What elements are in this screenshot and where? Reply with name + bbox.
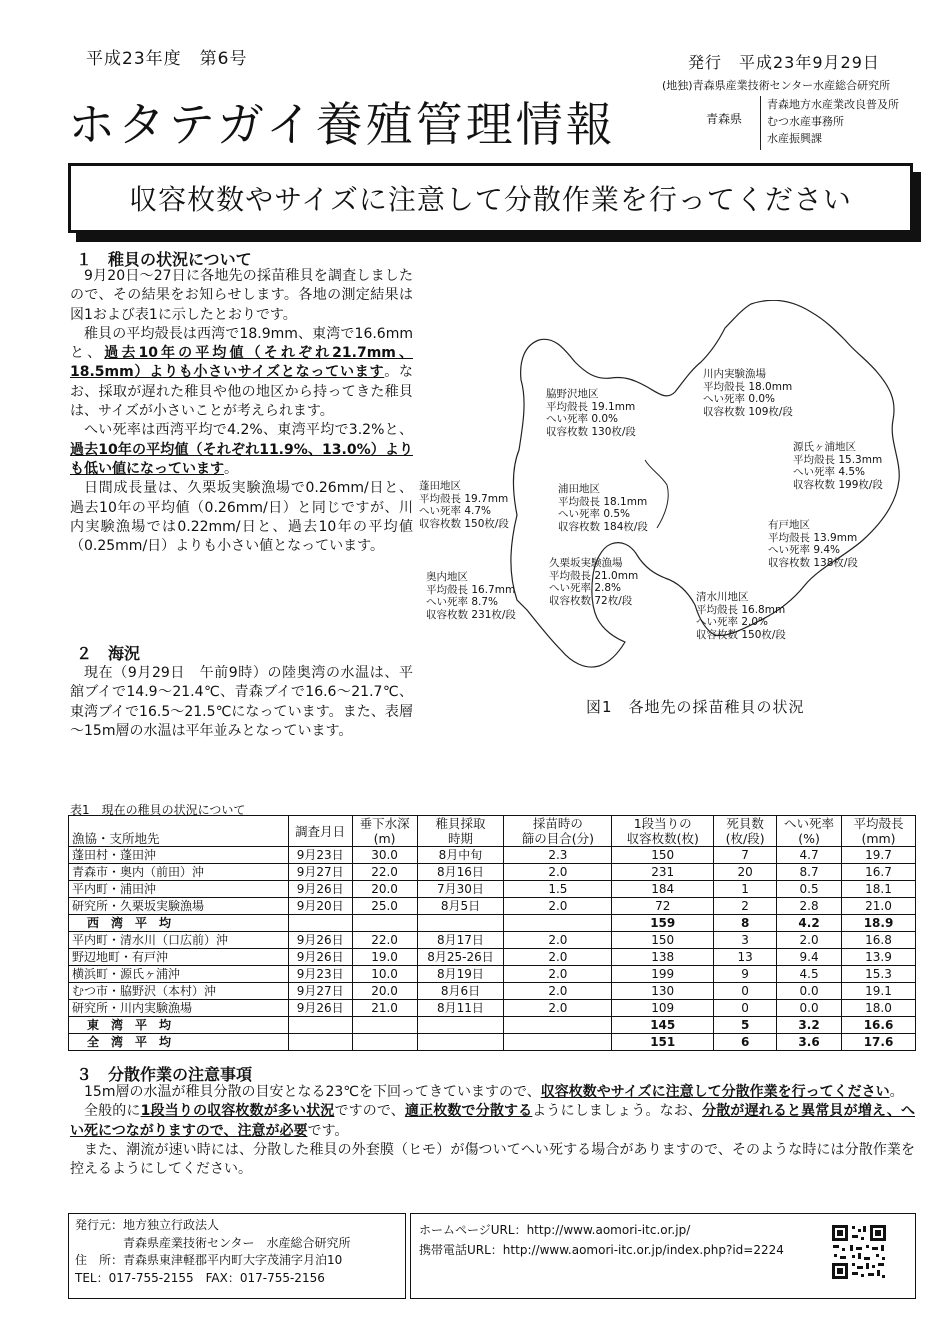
table-row bbox=[69, 983, 916, 1000]
map-site-label: 蓬田地区 平均殻長 19.7mm へい死率 4.7% 収容枚数 150枚/段 bbox=[419, 480, 509, 530]
table-cell-mesh bbox=[504, 915, 612, 932]
table-cell-mesh: 1.5 bbox=[504, 881, 612, 898]
table-cell-collect: 8月19日 bbox=[417, 966, 504, 983]
table-cell-count: 231 bbox=[612, 864, 714, 881]
table-cell-len: 15.3 bbox=[842, 966, 916, 983]
table-cell-site: 蓬田村・蓬田沖 bbox=[69, 847, 289, 864]
table-cell-len: 18.0 bbox=[842, 1000, 916, 1017]
page-title: ホタテガイ養殖管理情報 bbox=[68, 98, 616, 153]
paragraph: 現在（9月29日 午前9時）の陸奥湾の水温は、平舘ブイで14.9～21.4℃、青森ブイで16.6～21.7℃、東湾ブイで16.5～21.5℃になっています。また、表層～15m層の水温は平年並みとなっています。 bbox=[70, 665, 413, 739]
table-cell-mort: 2.8 bbox=[777, 898, 842, 915]
table-cell-site: 全 湾 平 均 bbox=[69, 1034, 289, 1051]
map-site-label: 浦田地区 平均殻長 18.1mm へい死率 0.5% 収容枚数 184枚/段 bbox=[558, 483, 648, 533]
table-average-row bbox=[69, 1017, 916, 1034]
table-cell-dead: 0 bbox=[714, 983, 777, 1000]
table-cell-mesh: 2.3 bbox=[504, 847, 612, 864]
office-list bbox=[760, 96, 920, 150]
homepage-url[interactable]: ホームページURL：http://www.aomori-itc.or.jp/ bbox=[419, 1223, 691, 1237]
table-cell-dead: 3 bbox=[714, 932, 777, 949]
map-site-label: 有戸地区 平均殻長 13.9mm へい死率 9.4% 収容枚数 138枚/段 bbox=[768, 519, 858, 569]
publisher-line: 住 所：青森県東津軽郡平内町大字茂浦字月泊10 bbox=[75, 1253, 343, 1267]
table-cell-mesh: 2.0 bbox=[504, 864, 612, 881]
table-caption: 表1 現在の稚貝の状況について bbox=[70, 803, 246, 817]
table-header-row bbox=[69, 816, 916, 847]
publisher-line: TEL：017-755-2155 FAX：017-755-2156 bbox=[75, 1270, 325, 1285]
section3-title: ３ 分散作業の注意事項 bbox=[76, 1065, 253, 1084]
paragraph: 9月20日～27日に各地先の採苗稚貝を調査しましたので、その結果をお知らせします。各地の測定結果は図1および表1に示したとおりです。 bbox=[70, 268, 413, 323]
table-cell-site: むつ市・脇野沢（本村）沖 bbox=[69, 983, 289, 1000]
table-cell-site: 平内町・浦田沖 bbox=[69, 881, 289, 898]
table-cell-collect: 8月6日 bbox=[417, 983, 504, 1000]
table-cell-mort: 4.2 bbox=[777, 915, 842, 932]
publisher-line: 発行元：地方独立行政法人 bbox=[75, 1218, 220, 1232]
table-cell-dead: 6 bbox=[714, 1034, 777, 1051]
table-cell-date bbox=[288, 1017, 352, 1034]
table-cell-count: 72 bbox=[612, 898, 714, 915]
table-cell-site: 研究所・久栗坂実験漁場 bbox=[69, 898, 289, 915]
table-cell-site: 研究所・川内実験漁場 bbox=[69, 1000, 289, 1017]
table-cell-len: 13.9 bbox=[842, 949, 916, 966]
table-cell-len: 16.8 bbox=[842, 932, 916, 949]
table-cell-depth: 20.0 bbox=[352, 983, 417, 1000]
table-cell-len: 17.6 bbox=[842, 1034, 916, 1051]
table-cell-collect: 8月5日 bbox=[417, 898, 504, 915]
map-site-label: 清水川地区 平均殻長 16.8mm へい死率 2.0% 収容枚数 150枚/段 bbox=[696, 591, 786, 641]
table-cell-date: 9月20日 bbox=[288, 898, 352, 915]
office-item: 青森地方水産業改良普及所 bbox=[767, 98, 899, 111]
qr-code-icon[interactable] bbox=[830, 1223, 888, 1281]
table-cell-dead: 2 bbox=[714, 898, 777, 915]
table-cell-date: 9月23日 bbox=[288, 966, 352, 983]
table-cell-mort: 9.4 bbox=[777, 949, 842, 966]
table-cell-site: 東 湾 平 均 bbox=[69, 1017, 289, 1034]
table-cell-mort: 0.0 bbox=[777, 983, 842, 1000]
col-header-date: 調査月日 bbox=[288, 816, 352, 847]
table-cell-dead: 0 bbox=[714, 1000, 777, 1017]
table-cell-len: 21.0 bbox=[842, 898, 916, 915]
table-cell-count: 138 bbox=[612, 949, 714, 966]
table-cell-collect: 8月11日 bbox=[417, 1000, 504, 1017]
figure-caption: 図1 各地先の採苗稚貝の状況 bbox=[586, 698, 805, 716]
table-cell-dead: 9 bbox=[714, 966, 777, 983]
table-cell-site: 横浜町・源氏ヶ浦沖 bbox=[69, 966, 289, 983]
table-cell-dead: 7 bbox=[714, 847, 777, 864]
publisher-box bbox=[68, 1213, 406, 1299]
table-cell-mort: 4.5 bbox=[777, 966, 842, 983]
table-cell-mort: 4.7 bbox=[777, 847, 842, 864]
table-cell-mort: 8.7 bbox=[777, 864, 842, 881]
institute-name: (地独)青森県産業技術センター水産総合研究所 bbox=[662, 79, 891, 92]
section1-body bbox=[70, 267, 413, 556]
bay-map bbox=[415, 300, 944, 680]
table-cell-count: 150 bbox=[612, 932, 714, 949]
table-cell-date bbox=[288, 915, 352, 932]
table-average-row bbox=[69, 1034, 916, 1051]
issue-number: 平成23年度 第6号 bbox=[86, 49, 248, 69]
prefecture-label: 青森県 bbox=[706, 112, 743, 126]
paragraph: 15m層の水温が稚貝分散の目安となる23℃を下回ってきていますので、収容枚数やサイズに注意して分散作業を行ってください。 bbox=[84, 1084, 904, 1100]
table-cell-depth: 25.0 bbox=[352, 898, 417, 915]
table-cell-date: 9月27日 bbox=[288, 864, 352, 881]
table-cell-mesh: 2.0 bbox=[504, 949, 612, 966]
table-cell-depth bbox=[352, 915, 417, 932]
table-cell-date: 9月27日 bbox=[288, 983, 352, 1000]
table-cell-dead: 5 bbox=[714, 1017, 777, 1034]
table-cell-date: 9月26日 bbox=[288, 1000, 352, 1017]
table-cell-site: 青森市・奥内（前田）沖 bbox=[69, 864, 289, 881]
table-row bbox=[69, 847, 916, 864]
col-header-mortality: へい死率 (%) bbox=[777, 816, 842, 847]
table-cell-date: 9月26日 bbox=[288, 949, 352, 966]
table-average-row bbox=[69, 915, 916, 932]
table-cell-collect: 8月17日 bbox=[417, 932, 504, 949]
paragraph: 稚貝の平均殻長は西湾で18.9mm、東湾で16.6mmと、過去10年の平均値（それぞれ21.7mm、18.5mm）よりも小さいサイズとなっています。なお、採取が遅れた稚貝や他の地区から持ってきた稚貝は、サイズが小さいことが考えられます。 bbox=[70, 325, 414, 420]
table-cell-collect: 8月25-26日 bbox=[417, 949, 504, 966]
table-cell-len: 19.1 bbox=[842, 983, 916, 1000]
table-cell-mesh: 2.0 bbox=[504, 983, 612, 1000]
headline-banner: 収容枚数やサイズに注意して分散作業を行ってください bbox=[68, 163, 913, 233]
qr-code-graphic bbox=[830, 1223, 888, 1281]
table-cell-mort: 2.0 bbox=[777, 932, 842, 949]
table-cell-dead: 8 bbox=[714, 915, 777, 932]
table-cell-collect: 8月16日 bbox=[417, 864, 504, 881]
map-site-label: 久栗坂実験漁場 平均殻長 21.0mm へい死率 2.8% 収容枚数 72枚/段 bbox=[549, 557, 639, 607]
table-cell-mesh: 2.0 bbox=[504, 966, 612, 983]
table-cell-depth: 30.0 bbox=[352, 847, 417, 864]
table-cell-depth: 20.0 bbox=[352, 881, 417, 898]
table-cell-site: 野辺地町・有戸沖 bbox=[69, 949, 289, 966]
table-cell-len: 18.9 bbox=[842, 915, 916, 932]
seedling-status-table bbox=[68, 815, 916, 1051]
table-cell-depth: 10.0 bbox=[352, 966, 417, 983]
table-cell-mort: 0.5 bbox=[777, 881, 842, 898]
table-cell-mesh: 2.0 bbox=[504, 1000, 612, 1017]
table-cell-collect bbox=[417, 1017, 504, 1034]
table-cell-dead: 13 bbox=[714, 949, 777, 966]
section2-title: ２ 海況 bbox=[76, 644, 141, 663]
table-cell-count: 145 bbox=[612, 1017, 714, 1034]
section3-body bbox=[70, 1083, 915, 1179]
mobile-url[interactable]: 携帯電話URL：http://www.aomori-itc.or.jp/index.php?id=2224 bbox=[419, 1243, 784, 1257]
table-cell-depth: 22.0 bbox=[352, 864, 417, 881]
table-cell-depth: 21.0 bbox=[352, 1000, 417, 1017]
table-cell-len: 19.7 bbox=[842, 847, 916, 864]
table-row bbox=[69, 864, 916, 881]
table-row bbox=[69, 1000, 916, 1017]
office-item: 水産振興課 bbox=[767, 132, 822, 145]
table-row bbox=[69, 966, 916, 983]
table-cell-len: 16.7 bbox=[842, 864, 916, 881]
table-cell-mesh: 2.0 bbox=[504, 932, 612, 949]
col-header-mesh: 採苗時の 篩の目合(分) bbox=[504, 816, 612, 847]
table-cell-count: 109 bbox=[612, 1000, 714, 1017]
table-cell-count: 184 bbox=[612, 881, 714, 898]
office-item: むつ水産事務所 bbox=[767, 115, 844, 128]
table-cell-len: 16.6 bbox=[842, 1017, 916, 1034]
paragraph: また、潮流が速い時には、分散した稚貝の外套膜（ヒモ）が傷ついてへい死する場合がありますので、そのような時には分散作業を控えるようにしてください。 bbox=[70, 1141, 915, 1178]
table-cell-count: 159 bbox=[612, 915, 714, 932]
map-site-label: 奥内地区 平均殻長 16.7mm へい死率 8.7% 収容枚数 231枚/段 bbox=[426, 571, 516, 621]
table-row bbox=[69, 932, 916, 949]
table-cell-depth bbox=[352, 1034, 417, 1051]
table-cell-date: 9月23日 bbox=[288, 847, 352, 864]
table-cell-site: 西 湾 平 均 bbox=[69, 915, 289, 932]
table-row bbox=[69, 949, 916, 966]
table-cell-len: 18.1 bbox=[842, 881, 916, 898]
table-cell-depth bbox=[352, 1017, 417, 1034]
table-cell-depth: 22.0 bbox=[352, 932, 417, 949]
col-header-site: 漁協・支所地先 bbox=[69, 816, 289, 847]
col-header-length: 平均殻長 (mm) bbox=[842, 816, 916, 847]
map-site-label: 脇野沢地区 平均殻長 19.1mm へい死率 0.0% 収容枚数 130枚/段 bbox=[546, 388, 636, 438]
table-cell-count: 199 bbox=[612, 966, 714, 983]
section1-title: １ 稚貝の状況について bbox=[76, 250, 252, 269]
map-site-label: 川内実験漁場 平均殻長 18.0mm へい死率 0.0% 収容枚数 109枚/段 bbox=[703, 368, 793, 418]
table-row bbox=[69, 898, 916, 915]
publication-date: 発行 平成23年9月29日 bbox=[688, 53, 880, 72]
table-cell-collect: 7月30日 bbox=[417, 881, 504, 898]
table-cell-mesh: 2.0 bbox=[504, 898, 612, 915]
publisher-line: 青森県産業技術センター 水産総合研究所 bbox=[75, 1235, 351, 1250]
table-cell-mort: 3.6 bbox=[777, 1034, 842, 1051]
map-site-label: 源氏ヶ浦地区 平均殻長 15.3mm へい死率 4.5% 収容枚数 199枚/段 bbox=[793, 441, 883, 491]
table-cell-collect bbox=[417, 1034, 504, 1051]
table-cell-count: 150 bbox=[612, 847, 714, 864]
table-cell-collect: 8月中旬 bbox=[417, 847, 504, 864]
col-header-dead: 死貝数 (枚/段) bbox=[714, 816, 777, 847]
table-cell-date: 9月26日 bbox=[288, 932, 352, 949]
section2-body bbox=[70, 664, 413, 741]
table-cell-date bbox=[288, 1034, 352, 1051]
table-cell-date: 9月26日 bbox=[288, 881, 352, 898]
table-cell-site: 平内町・清水川（口広前）沖 bbox=[69, 932, 289, 949]
table-cell-count: 151 bbox=[612, 1034, 714, 1051]
table-cell-mesh bbox=[504, 1034, 612, 1051]
table-cell-count: 130 bbox=[612, 983, 714, 1000]
col-header-collect: 稚貝採取 時期 bbox=[417, 816, 504, 847]
table-cell-mort: 3.2 bbox=[777, 1017, 842, 1034]
table-cell-dead: 20 bbox=[714, 864, 777, 881]
table-cell-dead: 1 bbox=[714, 881, 777, 898]
paragraph: 日間成長量は、久栗坂実験漁場で0.26mm/日と、過去10年の平均値（0.26mm/日）と同じですが、川内実験漁場では0.22mm/日と、過去10年の平均値（0.25mm/日）よりも小さい値となっています。 bbox=[70, 480, 413, 555]
table-cell-mort: 0.0 bbox=[777, 1000, 842, 1017]
table-row bbox=[69, 881, 916, 898]
table-cell-collect bbox=[417, 915, 504, 932]
col-header-count: 1段当りの 収容枚数(枚) bbox=[612, 816, 714, 847]
table-cell-depth: 19.0 bbox=[352, 949, 417, 966]
table-cell-mesh bbox=[504, 1017, 612, 1034]
col-header-depth: 垂下水深 (m) bbox=[352, 816, 417, 847]
paragraph: 全般的に1段当りの収容枚数が多い状況ですので、適正枚数で分散するようにしましょう。なお、分散が遅れると異常貝が増え、へい死につながりますので、注意が必要です。 bbox=[70, 1103, 916, 1139]
paragraph: へい死率は西湾平均で4.2%、東湾平均で3.2%と、過去10年の平均値（それぞれ11.9%、13.0%）よりも低い値になっています。 bbox=[70, 422, 413, 477]
